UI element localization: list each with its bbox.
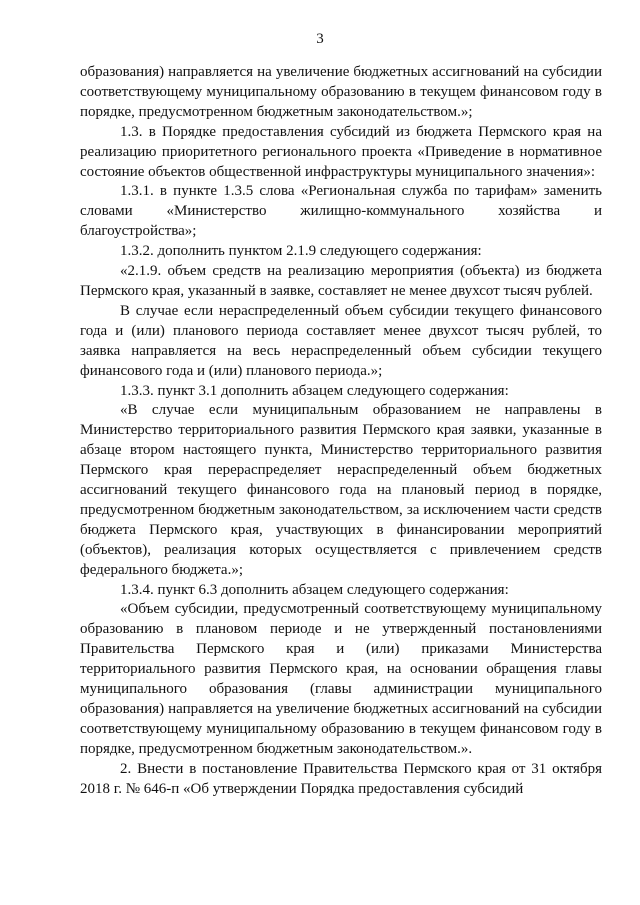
paragraph-continuation: образования) направляется на увеличение бюджетных ассигнований на субсидии соответствующему муниципальному образованию в текущем финансовом году в порядке, предусмотренном бюджетным законодательством.»;: [80, 64, 602, 120]
paragraph-3-1-addition: «В случае если муниципальным образованием не направлены в Министерство территориального развития Пермского края заявки, указанные в абзаце втором настоящего пункта, Министерство территориального развития Пермского края перераспределяет нераспределенный объем бюджетных ассигнований текущего финансового года на плановый период в порядке, предусмотренном бюджетным законодательством, за исключением части средств бюджета Пермского края, участвующих в финансировании мероприятий (объектов), реализация которых осуществляется с привлечением средств федерального бюджета.»;: [80, 402, 602, 578]
page-number: 3: [316, 31, 324, 47]
paragraph-1-3-3: 1.3.3. пункт 3.1 дополнить абзацем следующего содержания:: [120, 382, 509, 399]
paragraph-2: 2. Внести в постановление Правительства Пермского края от 31 октября 2018 г. № 646-п «Об утверждении Порядка предоставления субсидий: [80, 760, 602, 797]
paragraph-1-3-2: 1.3.2. дополнить пунктом 2.1.9 следующего содержания:: [120, 243, 482, 260]
paragraph-1-3-4: 1.3.4. пункт 6.3 дополнить абзацем следующего содержания:: [120, 581, 509, 598]
paragraph-1-3: 1.3. в Порядке предоставления субсидий из бюджета Пермского края на реализацию приоритетного регионального проекта «Приведение в нормативное состояние объектов общественной инфраструктуры муниципального значения»:: [80, 123, 602, 180]
paragraph-1-3-1: 1.3.1. в пункте 1.3.5 слова «Региональная служба по тарифам» заменить словами «Министерство жилищно-коммунального хозяйства и благоустройства»;: [80, 183, 602, 240]
document-body: [80, 63, 602, 800]
paragraph-2-1-9: «2.1.9. объем средств на реализацию мероприятия (объекта) из бюджета Пермского края, указанный в заявке, составляет не менее двухсот тысяч рублей.: [80, 263, 602, 299]
paragraph-2-1-9-cont: В случае если нераспределенный объем субсидии текущего финансового года и (или) планового периода составляет менее двухсот тысяч рублей, то заявка направляется на весь нераспределенный объем субсидии текущего финансового года и (или) планового периода.»;: [80, 302, 602, 379]
paragraph-6-3-addition: «Объем субсидии, предусмотренный соответствующему муниципальному образованию в плановом периоде и не утвержденный постановлениями Правительства Пермского края и (или) приказами Министерства территориального развития Пермского края, на основании обращения главы муниципального образования (главы администрации муниципального образования) направляется на увеличение бюджетных ассигнований на субсидии соответствующему муниципальному образованию в текущем финансовом году в порядке, предусмотренном бюджетным законодательством.».: [80, 601, 602, 757]
